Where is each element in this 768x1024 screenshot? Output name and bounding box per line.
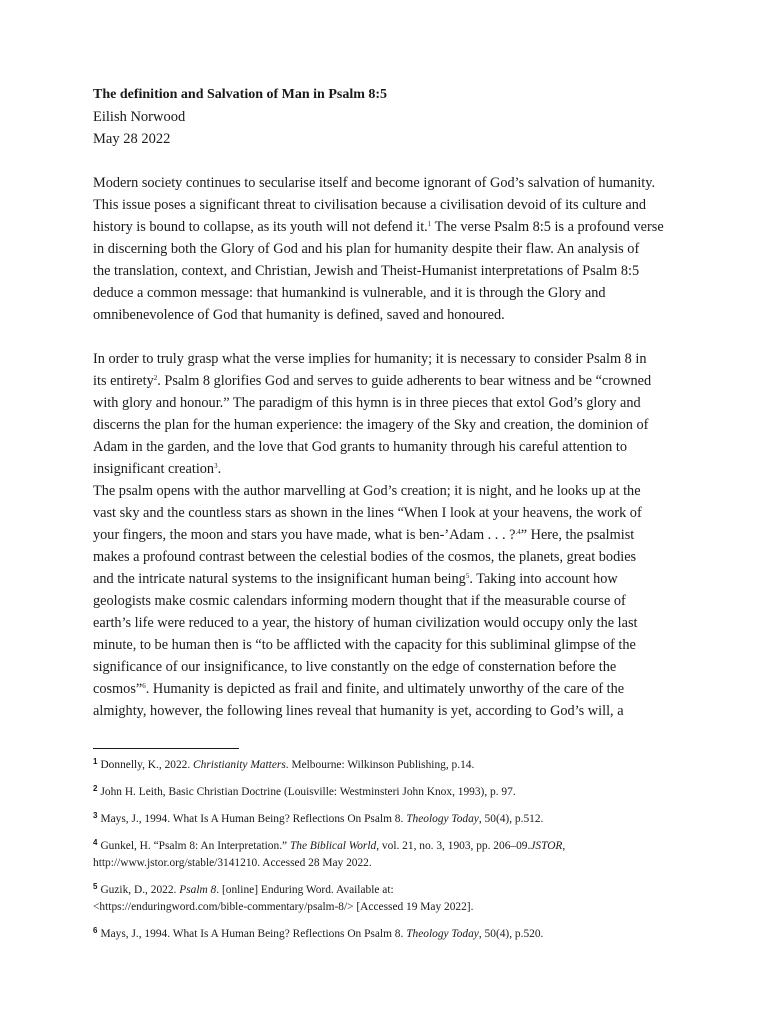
footnote-3: $^3$ Mays, J., 1994. What Is A Human Being? Reflections On Psalm 8. Theology Today, 50(4), p.512. [93, 811, 544, 825]
text-line: cosmos”$^6$. Humanity is depicted as frail and finite, and ultimately unworthy of the care of the [93, 681, 625, 697]
paragraph-introduction [93, 172, 683, 326]
text-line: discerns the plan for the human experience: the imagery of the Sky and creation, the dominion of [93, 417, 649, 433]
text-line: the translation, context, and Christian, Jewish and Theist-Humanist interpretations of Psalm 8:5 [93, 263, 640, 279]
text-line: its entirety$^2$. Psalm 8 glorifies God and serves to guide adherents to bear witness and be “crowned [93, 373, 652, 389]
text-line: omnibenevolence of God that humanity is defined, saved and honoured. [93, 307, 505, 323]
footnote-url: <https://enduringword.com/bible-commentary/psalm-8/> [Accessed 19 May 2022]. [93, 901, 474, 913]
author-name: Eilish Norwood [93, 109, 186, 125]
text-line: almighty, however, the following lines reveal that humanity is yet, according to God’s will, a [93, 703, 624, 719]
footnotes [93, 757, 693, 953]
paragraph-analysis [93, 480, 683, 722]
text-line: and the intricate natural systems to the insignificant human being$^5$. Taking into account how [93, 571, 618, 587]
text-line: vast sky and the countless stars as shown in the lines “When I look at your heavens, the work of [93, 505, 642, 521]
footnote-url: http://www.jstor.org/stable/3141210. Accessed 28 May 2022. [93, 857, 372, 869]
footnote-ref: 1 [427, 220, 432, 228]
footnote-ref: .4 [515, 528, 521, 536]
footnote-4: $^4$ Gunkel, H. “Psalm 8: An Interpretation.” The Biblical World, vol. 21, no. 3, 1903, pp. 206–09.JSTOR, http://www.jstor.org/stable/3141210. Accessed 28 May 2022. [93, 838, 566, 869]
text-line: in discerning both the Glory of God and his plan for humanity despite their flaw. An analysis of [93, 241, 640, 257]
text-line: insignificant creation$^3$. [93, 461, 222, 477]
text-line: geologists make cosmic calendars informing modern thought that if the measurable course of [93, 593, 626, 609]
footnote-separator [93, 748, 239, 749]
text-line: makes a profound contrast between the celestial bodies of the cosmos, the planets, great bodies [93, 549, 637, 565]
footnote-ref: 5 [465, 572, 470, 580]
footnote-2: $^2$ John H. Leith, Basic Christian Doctrine (Louisville: Westminsteri John Knox, 1993), p. 97. [93, 784, 516, 798]
text-line: history is bound to collapse, as its youth will not defend it.$^1$ The verse Psalm 8:5 is a profound verse [93, 219, 664, 235]
text-line: deduce a common message: that humankind is vulnerable, and it is through the Glory and [93, 285, 606, 301]
document-date: May 28 2022 [93, 131, 171, 147]
footnote-5: $^5$ Guzik, D., 2022. Psalm 8. [online] Enduring Word. Available at: <https://enduringword.com/bible-commentary/psalm-8/> [Accessed 19 May 2022]. [93, 882, 474, 913]
document-title: The definition and Salvation of Man in Psalm 8:5 [93, 87, 388, 102]
text-line: significance of our insignificance, to live constantly on the edge of consternation before the [93, 659, 617, 675]
text-line: Modern society continues to secularise itself and become ignorant of God’s salvation of humanity. [93, 175, 656, 191]
text-line: your fingers, the moon and stars you have made, what is ben-’Adam . . . ?$^{.4}$” Here, the psalmist [93, 527, 635, 543]
footnote-6: $^6$ Mays, J., 1994. What Is A Human Being? Reflections On Psalm 8. Theology Today, 50(4), p.520. [93, 926, 544, 940]
paragraph-context [93, 348, 683, 480]
text-line: minute, to be human then is “to be afflicted with the capacity for this subliminal glimpse of the [93, 637, 636, 653]
text-line: with glory and honour.” The paradigm of this hymn is in three pieces that extol God’s glory and [93, 395, 641, 411]
footnote-ref: 2 [153, 374, 158, 382]
text-line: The psalm opens with the author marvelling at God’s creation; it is night, and he looks up at the [93, 483, 641, 499]
footnote-ref: 6 [142, 682, 146, 690]
text-line: This issue poses a significant threat to civilisation because a civilisation devoid of its culture and [93, 197, 647, 213]
footnote-ref: 3 [214, 462, 218, 470]
text-line: In order to truly grasp what the verse implies for humanity; it is necessary to consider Psalm 8 in [93, 351, 647, 367]
text-line: earth’s life were reduced to a year, the history of human civilization would occupy only the last [93, 615, 638, 631]
footnote-1: $^1$ Donnelly, K., 2022. Christianity Matters. Melbourne: Wilkinson Publishing, p.14. [93, 757, 475, 771]
document-page [93, 84, 683, 722]
text-line: Adam in the garden, and the love that God grants to humanity through his careful attention to [93, 439, 628, 455]
